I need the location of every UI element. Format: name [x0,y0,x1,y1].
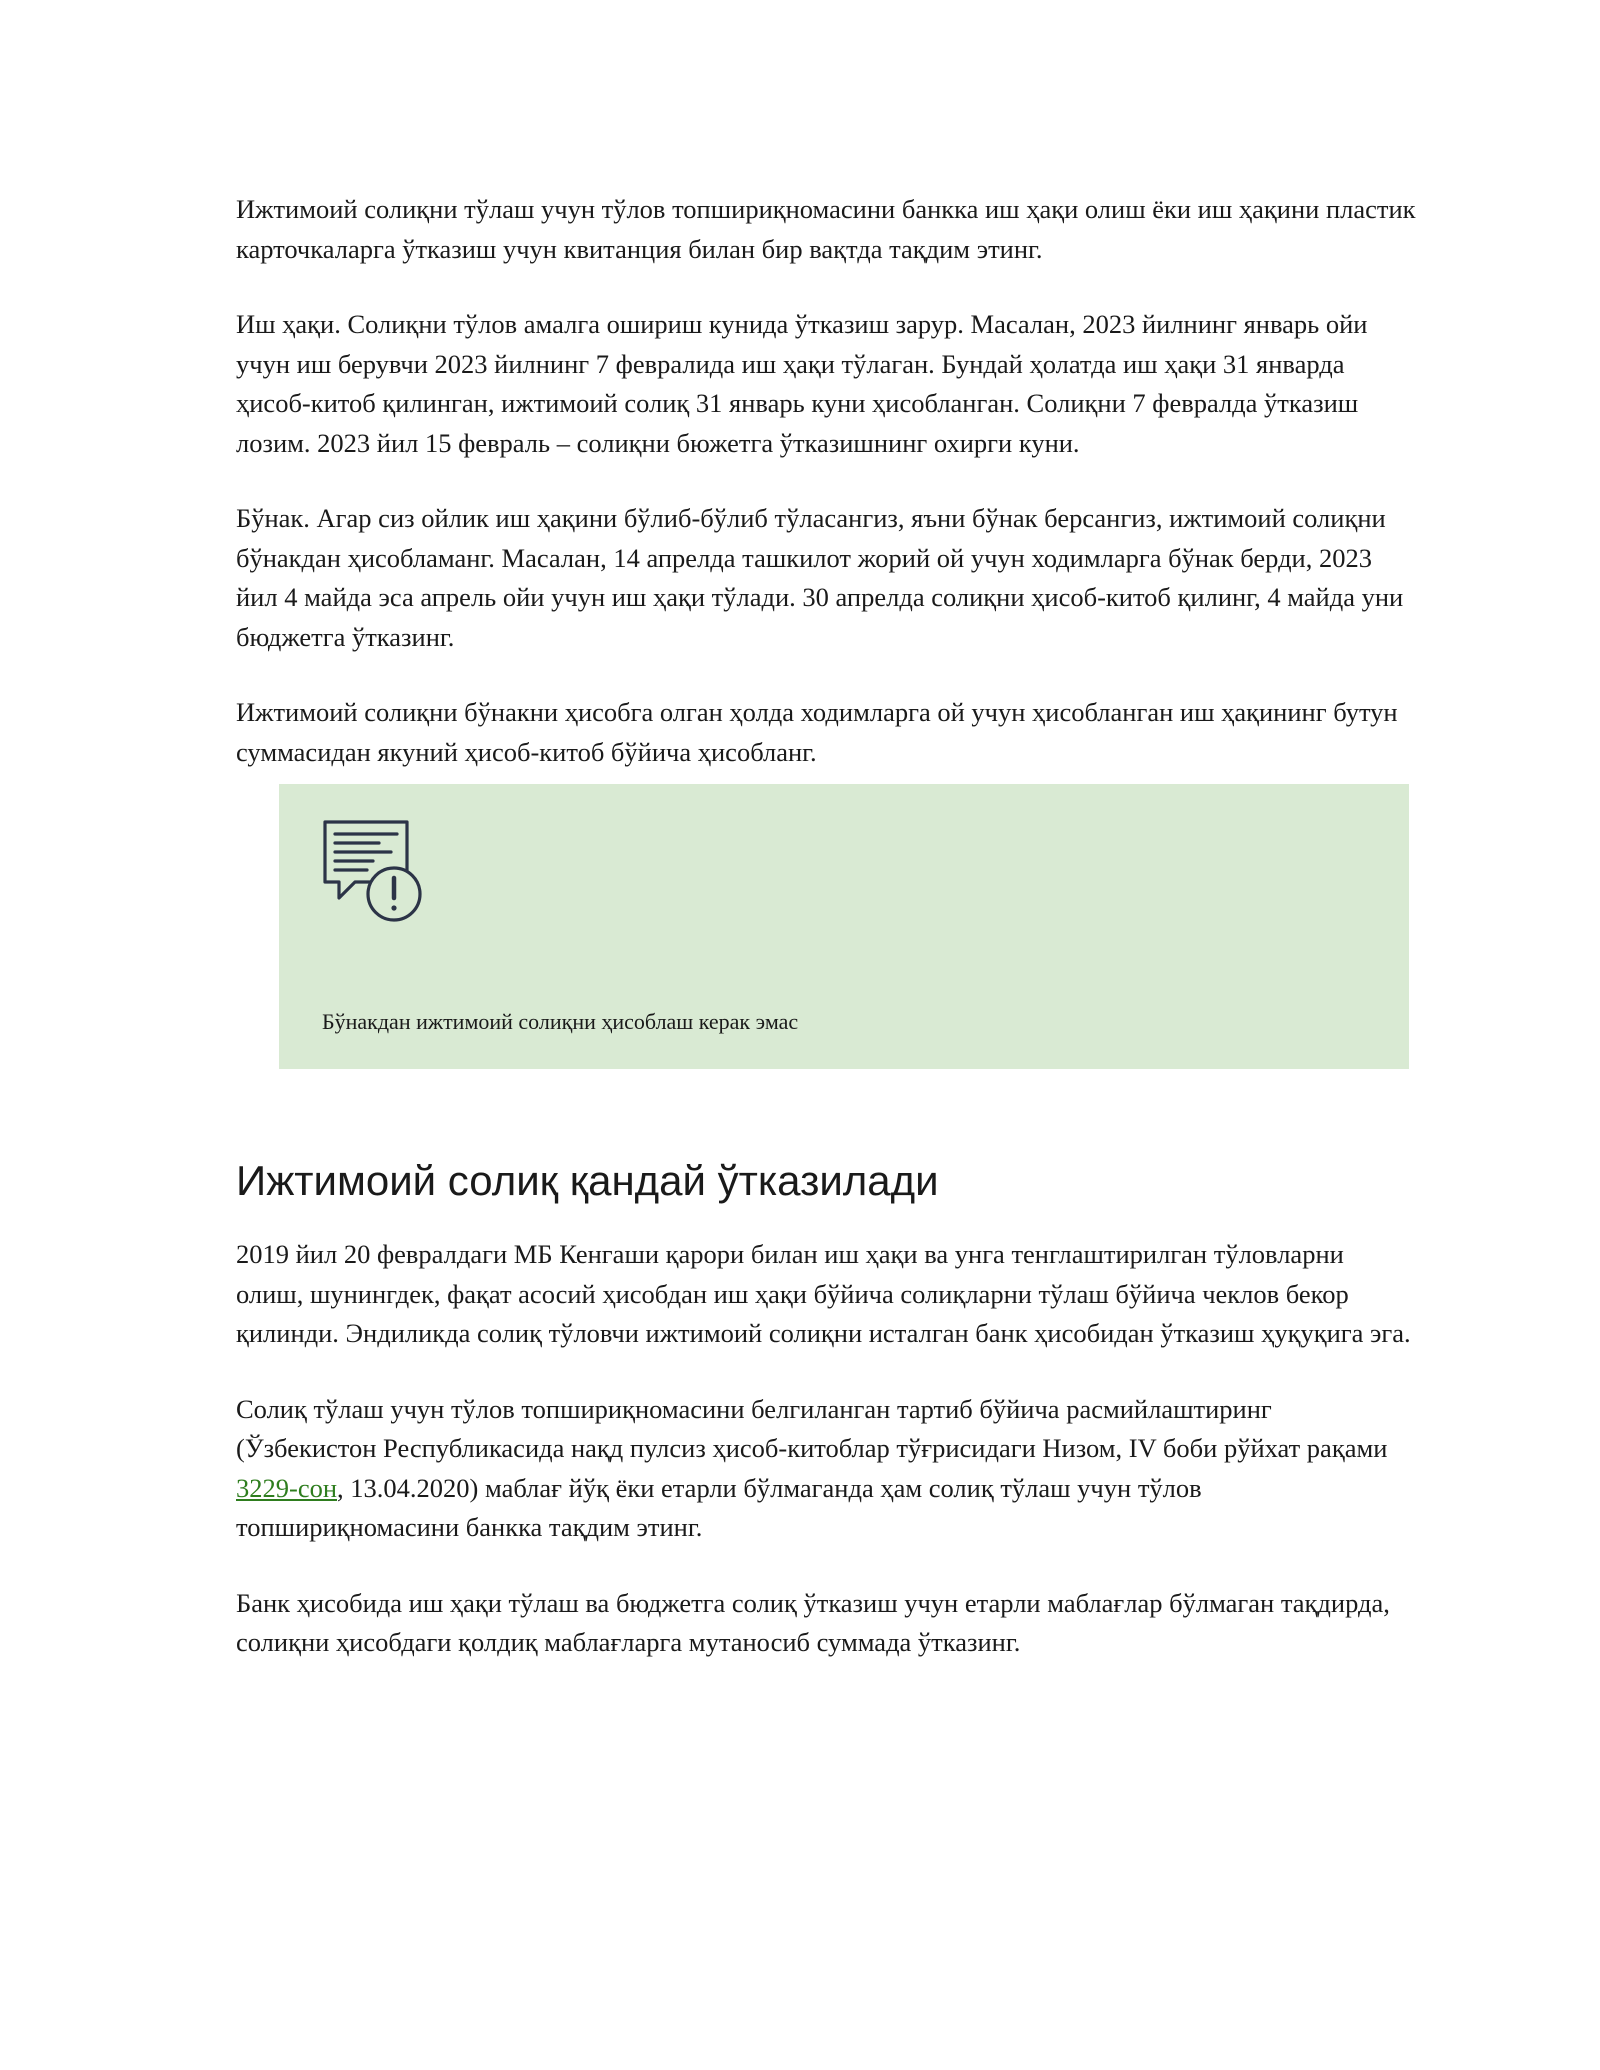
regulation-link[interactable]: 3229-сон [236,1472,338,1503]
callout-text: Бўнакдан ижтимоий солиқни ҳисоблаш керак эмас [322,1009,799,1034]
paragraph-text: Солиқ тўлаш учун тўлов топшириқномасини белгиланган тартиб бўйича расмийлаштиринг (Ўзбекистон Республикасида нақд пулсиз ҳисоб-китоблар тўғрисидаги Низом, IV боби рўйхат рақами [236,1393,1388,1463]
section-heading: Ижтимоий солиқ қандай ўтказилади [236,1157,939,1204]
document-warning-icon [319,818,427,926]
paragraph-insufficient-funds: Банк ҳисобида иш ҳақи тўлаш ва бюджетга солиқ ўтказиш учун етарли маблағлар бўлмаган тақдирда, солиқни ҳисобдаги қолдиқ маблағларга мутаносиб суммада ўтказинг. [236,1587,1390,1657]
document-body [236,190,1416,1699]
paragraph-final-calculation: Ижтимоий солиқни бўнакни ҳисобга олган ҳолда ходимларга ой учун ҳисобланган иш ҳақининг бутун суммасидан якуний ҳисоб-китоб бўйича ҳисобланг. [236,697,1398,767]
paragraph-any-account: 2019 йил 20 февралдаги МБ Кенгаши қарори билан иш ҳақи ва унга тенглаштирилган тўловларни олиш, шунингдек, фақат асосий ҳисобдан иш ҳақи бўйича солиқларни тўлаш бўйича чеклов бекор қилинди. Эндиликда солиқ тўловчи ижтимоий солиқни исталган банк ҳисобидан ўтказиш ҳуқуқига эга. [236,1239,1411,1348]
paragraph-salary: Иш ҳақи. Солиқни тўлов амалга ошириш кунида ўтказиш зарур. Масалан, 2023 йилнинг январь ойи учун иш берувчи 2023 йилнинг 7 февралида иш ҳақи тўлаган. Бундай ҳолатда иш ҳақи 31 январда ҳисоб-китоб қилинган, ижтимоий солиқ 31 январь куни ҳисобланган. Солиқни 7 февралда ўтказиш лозим. 2023 йил 15 февраль – солиқни бюжетга ўтказишнинг охирги куни. [236,309,1368,458]
paragraph-text: , 13.04.2020) маблағ йўқ ёки етарли бўлмаганда ҳам солиқ тўлаш учун тўлов топшириқномасини банкка тақдим этинг. [236,1472,1202,1542]
paragraph-payment-form [236,1390,1416,1548]
info-callout [279,784,1409,1069]
paragraph-advance: Бўнак. Агар сиз ойлик иш ҳақини бўлиб-бўлиб тўласангиз, яъни бўнак берсангиз, ижтимоий солиқни бўнакдан ҳисобламанг. Масалан, 14 апрелда ташкилот жорий ой учун ходимларга бўнак берди, 2023 йил 4 майда эса апрель ойи учун иш ҳақи тўлади. 30 апрелда солиқни ҳисоб-китоб қилинг, 4 майда уни бюджетга ўтказинг. [236,503,1404,652]
paragraph-payment-order: Ижтимоий солиқни тўлаш учун тўлов топшириқномасини банкка иш ҳақи олиш ёки иш ҳақини пластик карточкаларга ўтказиш учун квитанция билан бир вақтда тақдим этинг. [236,194,1416,264]
